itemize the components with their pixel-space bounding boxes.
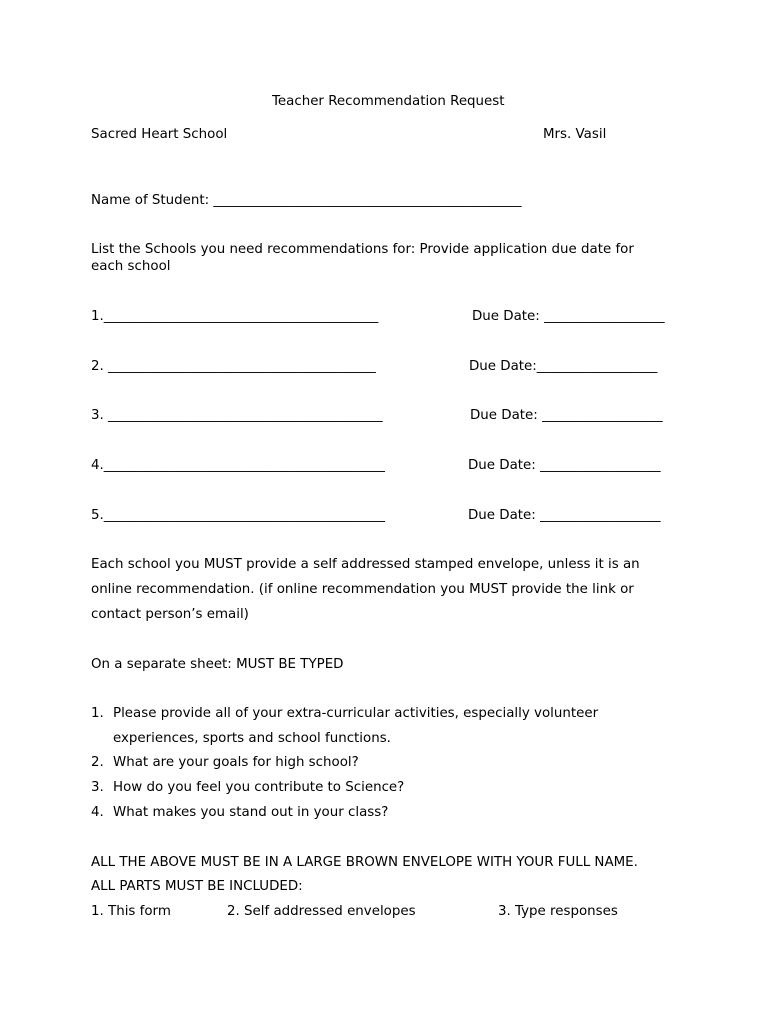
question-number: 4. [91, 805, 104, 820]
school-line-5: 5.__________________________________________ [91, 508, 385, 523]
question-1-line-2: experiences, sports and school functions. [113, 731, 391, 746]
school-line-3: 3. _________________________________________ [91, 408, 383, 423]
question-3: How do you feel you contribute to Science? [113, 780, 405, 795]
separate-sheet-heading: On a separate sheet: MUST BE TYPED [91, 657, 344, 672]
schools-instruction-line-2: each school [91, 259, 171, 274]
envelope-note-line-3: contact person’s email) [91, 607, 249, 622]
question-4: What makes you stand out in your class? [113, 805, 389, 820]
due-date-line-1: Due Date: __________________ [472, 309, 665, 324]
envelope-note-line-1: Each school you MUST provide a self addressed stamped envelope, unless it is an [91, 557, 640, 572]
due-date-line-3: Due Date: __________________ [470, 408, 663, 423]
required-part-1: 1. This form [91, 904, 171, 919]
schools-instruction-line-1: List the Schools you need recommendations for: Provide application due date for [91, 242, 634, 257]
required-part-3: 3. Type responses [498, 904, 618, 919]
due-date-line-2: Due Date:__________________ [469, 359, 658, 374]
question-number: 3. [91, 780, 104, 795]
envelope-note-line-2: online recommendation. (if online recommendation you MUST provide the link or [91, 582, 634, 597]
school-line-1: 1._________________________________________ [91, 309, 379, 324]
final-instruction-line-1: ALL THE ABOVE MUST BE IN A LARGE BROWN ENVELOPE WITH YOUR FULL NAME. [91, 855, 638, 870]
student-name-line: Name of Student: ______________________________________________ [91, 193, 522, 208]
question-1-line-1: Please provide all of your extra-curricular activities, especially volunteer [113, 706, 599, 721]
final-instruction-line-2: ALL PARTS MUST BE INCLUDED: [91, 879, 303, 894]
question-2: What are your goals for high school? [113, 755, 359, 770]
document-title: Teacher Recommendation Request [272, 94, 505, 109]
due-date-line-5: Due Date: __________________ [468, 508, 661, 523]
teacher-name: Mrs. Vasil [543, 127, 607, 142]
required-part-2: 2. Self addressed envelopes [227, 904, 416, 919]
school-line-2: 2. ________________________________________ [91, 359, 376, 374]
due-date-line-4: Due Date: __________________ [468, 458, 661, 473]
school-line-4: 4.__________________________________________ [91, 458, 385, 473]
question-number: 1. [91, 706, 104, 721]
question-number: 2. [91, 755, 104, 770]
school-name: Sacred Heart School [91, 127, 228, 142]
